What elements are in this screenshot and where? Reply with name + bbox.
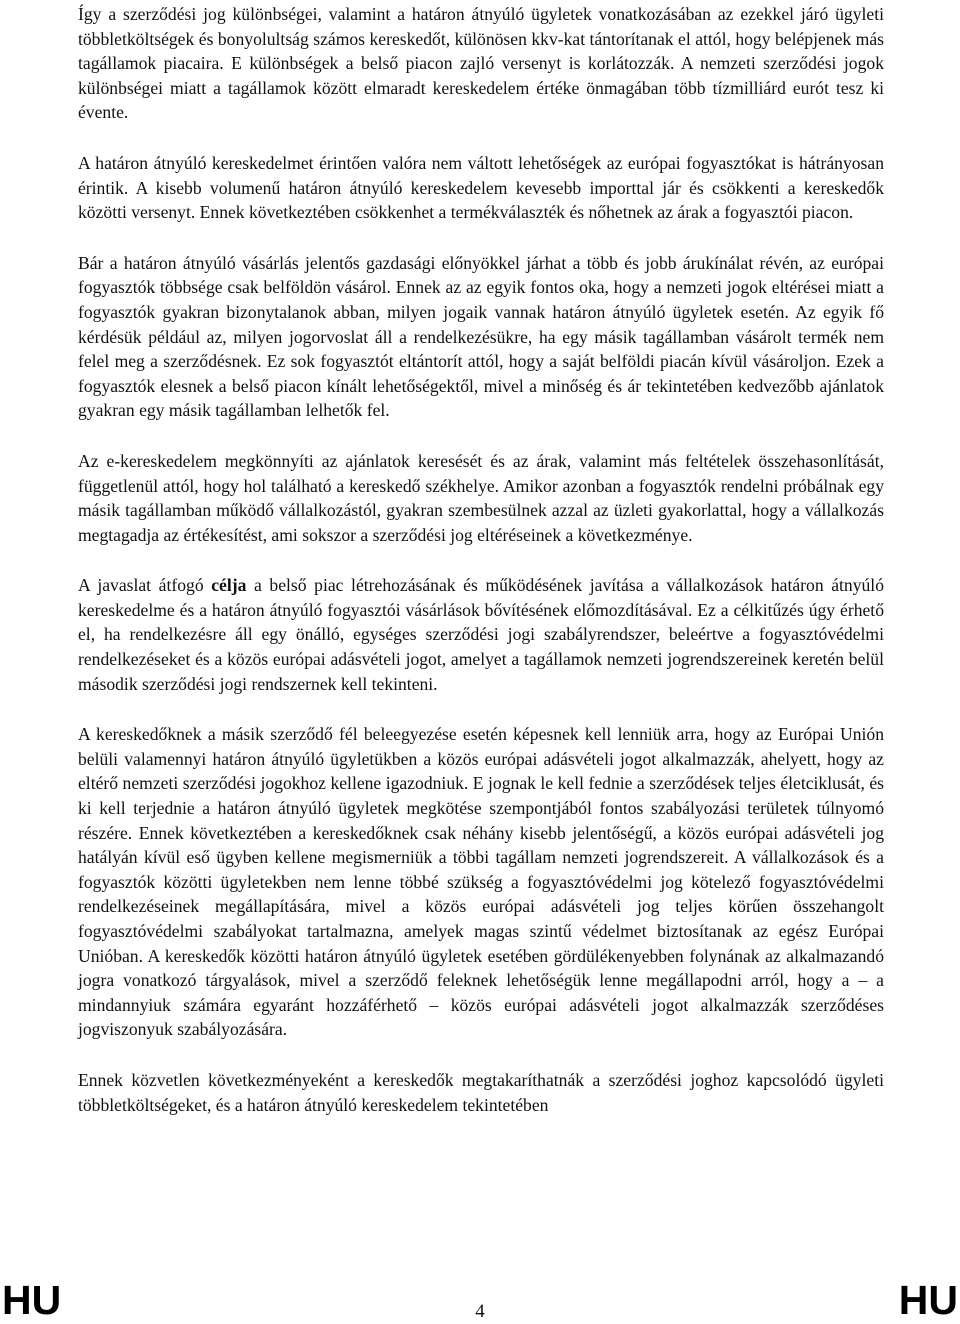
paragraph-e-commerce: Az e-kereskedelem megkönnyíti az ajánlatok keresését és az árak, valamint más feltételek összehasonlítását, függetlenül attól, hogy hol található a kereskedő székhelye. Amikor azonban a fogyasztók rendelni próbálnak egy másik tagállamban működő vállalkozástól, gyakran szembesülnek azzal az üzleti gyakorlattal, hogy a vállalkozás megtagadja az értékesítést, ami sokszor a szerződési jog eltéréseinek a következménye. <box>78 450 884 545</box>
footer-language-code-left: HU <box>2 1277 62 1323</box>
footer-language-code-right: HU <box>898 1277 958 1323</box>
paragraph-contract-law-differences: Így a szerződési jog különbségei, valamint a határon átnyúló ügyletek vonatkozásában az ezekkel járó ügyleti többletköltségek és bonyolultság számos kereskedőt, különösen kkv-kat tántorítanak el attól, hogy belépjenek más tagállamok piacaira. E különbségek a belső piacon zajló versenyt is korlátozzák. A nemzeti szerződési jogok különbségei miatt a tagállamok között elmaradt kereskedelem értéke önmagában több tízmilliárd eurót tesz ki évente. <box>78 4 884 123</box>
purpose-text-before: A javaslat átfogó <box>78 575 212 596</box>
page-number: 4 <box>475 1301 485 1322</box>
paragraph-cross-border-purchases: Bár a határon átnyúló vásárlás jelentős gazdasági előnyökkel járhat a több és jobb árukínálat révén, az európai fogyasztók többsége csak belföldön vásárol. Ennek az az egyik fontos oka, hogy a nemzeti jogok eltérései miatt a fogyasztók gyakran bizonytalanok abban, milyen jogaik vannak határon átnyúló ügyletek esetén. Az egyik fő kérdésük például az, milyen jogorvoslat áll a rendelkezésükre, ha egy másik tagállamban vásárolt termék nem felel meg a szerződésnek. Ez sok fogyasztót eltántorít attól, hogy a saját belföldi piacán kívül vásároljon. Ezek a fogyasztók elesnek a belső piacon kínált lehetőségektől, mivel a minőség és ár tekintetében kedvezőbb ajánlatok gyakran egy másik tagállamban lelhetők fel. <box>78 252 884 421</box>
document-body <box>78 0 884 1143</box>
paragraph-consumer-impact: A határon átnyúló kereskedelmet érintően valóra nem váltott lehetőségek az európai fogyasztókat is hátrányosan érintik. A kisebb volumenű határon átnyúló kereskedelem kevesebb importtal jár és csökkenti a kereskedők közötti versenyt. Ennek következtében csökkenhet a termékválaszték és nőhetnek az árak a fogyasztói piacon. <box>78 152 884 223</box>
paragraph-direct-consequence: Ennek közvetlen következményeként a kereskedők megtakaríthatnák a szerződési joghoz kapcsolódó ügyleti többletköltségeket, és a határon átnyúló kereskedelem tekintetében <box>78 1069 884 1115</box>
paragraph-traders-consent: A kereskedőknek a másik szerződő fél beleegyezése esetén képesnek kell lenniük arra, hogy az Európai Unión belüli valamennyi határon átnyúló ügyletükben a közös európai adásvételi jogot alkalmazzák, ahelyett, hogy az eltérő nemzeti szerződési jogokhoz kellene igazodniuk. E jognak le kell fednie a szerződések teljes életciklusát, és ki kell terjednie a határon átnyúló ügyletek megkötése szempontjából fontos szabályozási területek túlnyomó részére. Ennek következtében a kereskedőknek csak néhány kisebb jelentőségű, a közös európai adásvételi jog hatályán kívül eső ügyben kellene megismerniük a többi tagállam nemzeti jogrendszereit. A vállalkozások és a fogyasztók közötti ügyletekben nem lenne többé szükség a fogyasztóvédelmi jog kötelező fogyasztóvédelmi rendelkezéseinek megállapítására, mivel a közös európai adásvételi jog teljes körűen összehangolt fogyasztóvédelmi szabályokat tartalmazna, amelyek magas szintű védelmet biztosítanak az egész Európai Unióban. A kereskedők közötti határon átnyúló ügyletek esetében gördülékenyebben folynának az alkalmazandó jogra vonatkozó tárgyalások, mivel a szerződő feleknek lehetőségük lenne megállapodni arról, hogy a – a mindannyiuk számára egyaránt hozzáférhető – közös európai adásvételi jogot alkalmazzák szerződéses jogviszonyuk szabályozására. <box>78 724 884 1040</box>
paragraph-proposal-purpose <box>78 573 884 696</box>
purpose-text-after: a belső piac létrehozásának és működésének javítása a vállalkozások határon átnyúló kereskedelme és a határon átnyúló fogyasztói vásárlások bővítésének előmozdításával. Ez a célkitűzés úgy érhető el, ha rendelkezésre áll egy önálló, egységes szerződési jogi szabályrendszer, beleértve a fogyasztóvédelmi rendelkezéseket és a közös európai adásvételi jogot, amelyet a tagállamok nemzeti jogrendszereinek keretén belül második szerződési jogi rendszernek kell tekinteni. <box>78 575 884 694</box>
purpose-bold-word: célja <box>211 575 247 596</box>
